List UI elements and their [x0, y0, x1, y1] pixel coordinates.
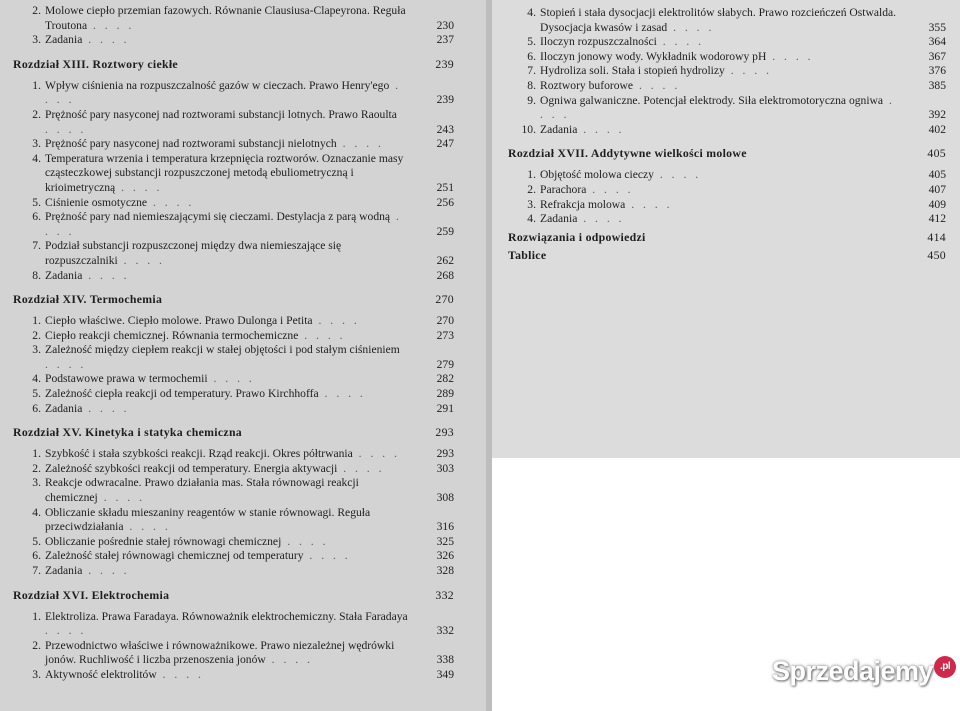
- toc-entry-title: Zadania: [45, 564, 83, 577]
- toc-leader-dots: . . . .: [577, 122, 625, 136]
- toc-chapter-title: Tablice: [508, 247, 547, 262]
- toc-entry-number: 7.: [527, 64, 536, 78]
- toc-leader-dots: . . . .: [82, 33, 130, 47]
- toc-leader-dots: . . . .: [45, 624, 87, 638]
- toc-entry-title: Obliczanie składu mieszaniny reagentów w stanie równowagi. Reguła przeciwdziałania: [45, 505, 371, 534]
- toc-page-number: 338: [436, 653, 454, 667]
- toc-page-number: 407: [928, 182, 946, 196]
- toc-page-number: 243: [436, 122, 454, 136]
- toc-page-number: 392: [928, 108, 946, 122]
- toc-page-number: 291: [436, 401, 454, 415]
- toc-leader-dots: . . . .: [667, 20, 715, 34]
- toc-leader-dots: . . . .: [123, 520, 171, 534]
- toc-page-number: 367: [928, 49, 946, 63]
- toc-page-number: 293: [436, 447, 454, 461]
- toc-page-number: 364: [928, 35, 946, 49]
- toc-entry-number: 3.: [32, 476, 41, 490]
- toc-leader-dots: . . . .: [281, 534, 329, 548]
- toc-leader-dots: . . . .: [586, 182, 634, 196]
- toc-entry-number: 6.: [32, 210, 41, 224]
- toc-entry: [13, 152, 454, 196]
- toc-page-number: 405: [928, 168, 946, 182]
- toc-entry-title: Zadania: [45, 33, 83, 47]
- toc-entry-title: Reakcje odwracalne. Prawo działania mas. Stała równowagi reakcji chemicznej: [45, 476, 359, 505]
- watermark-logo: [772, 656, 956, 687]
- toc-chapter-title: Rozdział XIII. Roztwory ciekłe: [13, 56, 178, 71]
- toc-entry-number: 3.: [32, 343, 41, 357]
- toc-page-number: 256: [436, 195, 454, 209]
- toc-page-number: 414: [927, 229, 946, 244]
- toc-chapter-title: Rozdział XIV. Termochemia: [13, 292, 163, 307]
- toc-entry: [508, 198, 946, 213]
- toc-entry-number: 2.: [32, 4, 41, 17]
- toc-entry: [508, 168, 946, 183]
- toc-page-number: 326: [436, 549, 454, 563]
- toc-page-number: 405: [927, 146, 946, 161]
- toc-chapter-title: Rozwiązania i odpowiedzi: [508, 229, 646, 244]
- toc-leader-dots: . . . .: [82, 564, 130, 577]
- toc-page-number: 268: [436, 268, 454, 282]
- toc-entry-title: Podstawowe prawa w termochemii: [45, 372, 208, 386]
- toc-page-number: 239: [435, 56, 454, 71]
- toc-entry-title: Ogniwa galwaniczne. Potencjał elektrody. Siła elektromotoryczna ogniwa: [540, 93, 884, 107]
- toc-entry-number: 1.: [527, 168, 536, 182]
- toc-chapter-heading: [508, 248, 946, 263]
- toc-entry: [13, 33, 454, 48]
- toc-entry-number: 2.: [32, 107, 41, 121]
- toc-entry-title: Aktywność elektrolitów: [45, 667, 157, 681]
- toc-page-number: 251: [436, 180, 454, 194]
- toc-chapter-heading: [13, 57, 454, 72]
- toc-entry-title: Prężność pary nad niemieszającymi się cieczami. Destylacja z parą wodną: [45, 210, 391, 224]
- toc-entry-number: 7.: [32, 564, 41, 577]
- toc-entry: [13, 269, 454, 284]
- watermark-badge: .pl: [934, 656, 956, 678]
- toc-page-number: 239: [436, 93, 454, 107]
- toc-entry-number: 5.: [32, 195, 41, 209]
- toc-entry-title: Ciśnienie osmotyczne: [45, 195, 148, 209]
- toc-entry-number: 8.: [527, 78, 536, 92]
- toc-entry: [508, 6, 946, 35]
- toc-entry-title: Hydroliza soli. Stała i stopień hydrolizy: [540, 64, 725, 78]
- toc-entry: [13, 610, 454, 639]
- toc-page-number: 355: [928, 20, 946, 34]
- toc-entry-number: 5.: [32, 387, 41, 401]
- toc-page-number: 247: [436, 137, 454, 151]
- toc-entry: [13, 4, 454, 33]
- toc-entry: [13, 535, 454, 550]
- toc-page-number: 328: [436, 564, 454, 577]
- toc-leader-dots: . . . .: [766, 49, 814, 63]
- toc-leader-dots: . . . .: [207, 372, 255, 386]
- toc-page-number: 349: [436, 667, 454, 681]
- toc-page-number: 237: [436, 33, 454, 47]
- toc-chapter-heading: [13, 425, 454, 440]
- toc-entry-number: 3.: [32, 33, 41, 47]
- toc-entry-title: Zależność stałej równowagi chemicznej od temperatury: [45, 549, 304, 563]
- toc-page-number: 332: [435, 587, 454, 602]
- toc-leader-dots: . . . .: [337, 461, 385, 475]
- toc-entry-number: 1.: [32, 314, 41, 328]
- toc-entry-number: 7.: [32, 239, 41, 253]
- toc-entry-title: Objętość molowa cieczy: [540, 168, 654, 182]
- toc-leader-dots: . . . .: [45, 357, 87, 371]
- toc-page-number: 376: [928, 64, 946, 78]
- toc-page-number: 282: [436, 372, 454, 386]
- toc-chapter-heading: [13, 588, 454, 603]
- toc-chapter-title: Rozdział XV. Kinetyka i statyka chemiczna: [13, 425, 243, 440]
- toc-page-number: 303: [436, 461, 454, 475]
- toc-entry: [508, 183, 946, 198]
- toc-entry: [13, 564, 454, 579]
- toc-entry-number: 4.: [527, 6, 536, 19]
- toc-entry-title: Zadania: [45, 401, 83, 415]
- toc-entry-number: 6.: [527, 49, 536, 63]
- toc-entry-number: 9.: [527, 93, 536, 107]
- toc-page-number: 273: [436, 328, 454, 342]
- toc-entry: [13, 343, 454, 372]
- toc-entry-title: Zadania: [540, 122, 578, 136]
- toc-entry-title: Elektroliza. Prawa Faradaya. Równoważnik elektrochemiczny. Stała Faradaya: [45, 609, 408, 623]
- toc-entry-number: 3.: [527, 197, 536, 211]
- toc-chapter-title: Rozdział XVII. Addytywne wielkości molowe: [508, 146, 747, 161]
- toc-entry: [508, 50, 946, 65]
- toc-entry: [508, 94, 946, 123]
- toc-entry-number: 10.: [521, 122, 536, 136]
- toc-leader-dots: . . . .: [656, 35, 705, 49]
- toc-entry-title: Prężność pary nasyconej nad roztworami substancji nielotnych: [45, 137, 337, 151]
- toc-leader-dots: . . . .: [156, 667, 204, 681]
- toc-entry-title: Refrakcja molowa: [540, 197, 626, 211]
- toc-leader-dots: . . . .: [318, 387, 366, 401]
- toc-page-number: 259: [436, 224, 454, 238]
- toc-entry: [508, 212, 946, 227]
- toc-entry-title: Zależność między ciepłem reakcji w stałej objętości i pod stałym ciśnieniem: [45, 343, 400, 357]
- toc-entry: [508, 35, 946, 50]
- toc-entry: [13, 387, 454, 402]
- toc-entry-title: Roztwory buforowe: [540, 78, 634, 92]
- toc-entry-number: 3.: [32, 137, 41, 151]
- toc-leader-dots: . . . .: [117, 253, 165, 267]
- toc-entry-number: 4.: [32, 505, 41, 519]
- toc-entry-title: Wpływ ciśnienia na rozpuszczalność gazów w cieczach. Prawo Henry'ego: [45, 78, 390, 92]
- toc-leader-dots: . . . .: [82, 401, 130, 415]
- toc-entry-title: Obliczanie pośrednie stałej równowagi chemicznej: [45, 534, 282, 548]
- toc-entry-number: 8.: [32, 268, 41, 282]
- toc-leader-dots: . . . .: [45, 210, 402, 238]
- toc-entry-number: 4.: [527, 212, 536, 226]
- toc-entry-number: 4.: [32, 372, 41, 386]
- toc-chapter-heading: [508, 146, 946, 161]
- toc-entry-number: 6.: [32, 549, 41, 563]
- toc-leader-dots: . . . .: [724, 64, 773, 78]
- toc-page-number: 450: [927, 247, 946, 262]
- toc-entry-title: Zadania: [45, 268, 83, 282]
- toc-leader-dots: . . . .: [336, 137, 384, 151]
- toc-entry-title: Szybkość i stała szybkości reakcji. Rząd reakcji. Okres półtrwania: [45, 447, 353, 461]
- toc-entry-number: 2.: [527, 182, 536, 196]
- toc-page-number: 289: [436, 387, 454, 401]
- toc-leader-dots: . . . .: [625, 197, 673, 211]
- toc-entry: [13, 372, 454, 387]
- toc-entry-number: 5.: [32, 534, 41, 548]
- toc-leader-dots: . . . .: [577, 212, 625, 226]
- toc-leader-dots: . . . .: [87, 18, 135, 32]
- toc-entry: [13, 329, 454, 344]
- toc-page-number: 412: [928, 212, 946, 226]
- toc-leader-dots: . . . .: [147, 195, 195, 209]
- toc-entry: [13, 79, 454, 108]
- toc-page-number: 308: [436, 491, 454, 505]
- toc-page-number: 325: [436, 534, 454, 548]
- toc-entry: [13, 639, 454, 668]
- toc-entry: [13, 239, 454, 268]
- toc-page-number: 270: [435, 292, 454, 307]
- toc-entry-number: 1.: [32, 78, 41, 92]
- toc-entry-number: 6.: [32, 401, 41, 415]
- toc-entry: [13, 506, 454, 535]
- toc-leader-dots: . . . .: [97, 491, 145, 505]
- toc-page-number: 279: [436, 357, 454, 371]
- toc-entry-title: Przewodnictwo właściwe i równoważnikowe. Prawo niezależnej wędrówki jonów. Ruchliwość i liczba przenoszenia jonów: [45, 638, 395, 667]
- toc-page-number: 230: [436, 18, 454, 32]
- toc-leader-dots: . . . .: [298, 328, 346, 342]
- toc-entry: [13, 447, 454, 462]
- toc-entry: [508, 123, 946, 138]
- toc-entry-number: 3.: [32, 667, 41, 681]
- toc-entry: [13, 196, 454, 211]
- toc-page-number: 402: [928, 122, 946, 136]
- toc-leader-dots: . . . .: [115, 180, 163, 194]
- toc-entry: [13, 108, 454, 137]
- toc-leader-dots: . . . .: [82, 268, 130, 282]
- toc-entry-title: Zależność ciepła reakcji od temperatury. Prawo Kirchhoffa: [45, 387, 319, 401]
- toc-entry-number: 1.: [32, 447, 41, 461]
- toc-entry-title: Stopień i stała dysocjacji elektrolitów słabych. Prawo rozcieńczeń Ostwalda. Dysocjacja kwasów i zasad: [540, 6, 897, 34]
- toc-entry-number: 4.: [32, 151, 41, 165]
- toc-entry: [13, 668, 454, 683]
- toc-leader-dots: . . . .: [653, 168, 702, 182]
- toc-entry-title: Iloczyn rozpuszczalności: [540, 35, 657, 49]
- toc-entry-title: Ciepło właściwe. Ciepło molowe. Prawo Dulonga i Petita: [45, 314, 313, 328]
- toc-entry-title: Prężność pary nasyconej nad roztworami substancji lotnych. Prawo Raoulta: [45, 107, 397, 121]
- toc-entry: [13, 476, 454, 505]
- toc-entry-title: Molowe ciepło przemian fazowych. Równanie Clausiusa-Clapeyrona. Reguła Troutona: [45, 4, 406, 32]
- toc-entry: [508, 64, 946, 79]
- toc-leader-dots: . . . .: [45, 78, 402, 107]
- toc-entry-title: Iloczyn jonowy wody. Wykładnik wodorowy pH: [540, 49, 767, 63]
- toc-leader-dots: . . . .: [265, 653, 313, 667]
- toc-entry-number: 2.: [32, 638, 41, 652]
- toc-entry-title: Temperatura wrzenia i temperatura krzepnięcia roztworów. Oznaczanie masy cząsteczkowej substancji rozpuszczonej metodą ebuliometryczną i krioimetryczną: [45, 151, 404, 194]
- toc-entry-number: 2.: [32, 461, 41, 475]
- toc-entry-title: Zadania: [540, 212, 578, 226]
- toc-entry: [13, 314, 454, 329]
- toc-entry-number: 1.: [32, 609, 41, 623]
- toc-page-number: 293: [435, 425, 454, 440]
- toc-entry: [13, 402, 454, 417]
- toc-page-number: 316: [436, 520, 454, 534]
- toc-page-number: 409: [928, 197, 946, 211]
- toc-page-right: [492, 0, 960, 458]
- toc-entry-title: Parachora: [540, 182, 587, 196]
- toc-entry: [13, 549, 454, 564]
- toc-entry: [508, 79, 946, 94]
- toc-entry: [13, 210, 454, 239]
- toc-entry-title: Podział substancji rozpuszczonej między dwa niemieszające się rozpuszczalniki: [45, 239, 342, 267]
- toc-leader-dots: . . . .: [303, 549, 351, 563]
- toc-chapter-heading: [508, 230, 946, 245]
- toc-entry-title: Zależność szybkości reakcji od temperatury. Energia aktywacji: [45, 461, 338, 475]
- watermark-text: Sprzedajemy: [772, 656, 934, 686]
- toc-entry-title: Ciepło reakcji chemicznej. Równania termochemiczne: [45, 328, 299, 342]
- toc-page-number: 385: [928, 78, 946, 92]
- toc-page-number: 332: [436, 624, 454, 638]
- toc-page-number: 270: [436, 314, 454, 328]
- toc-entry: [13, 137, 454, 152]
- toc-chapter-title: Rozdział XVI. Elektrochemia: [13, 587, 170, 602]
- toc-leader-dots: . . . .: [312, 314, 360, 328]
- toc-chapter-heading: [13, 292, 454, 307]
- toc-leader-dots: . . . .: [45, 122, 87, 136]
- toc-entry-number: 2.: [32, 328, 41, 342]
- toc-entry-number: 5.: [527, 35, 536, 49]
- toc-leader-dots: . . . .: [540, 93, 895, 122]
- toc-leader-dots: . . . .: [633, 78, 681, 92]
- toc-leader-dots: . . . .: [352, 447, 400, 461]
- toc-entry: [13, 462, 454, 477]
- toc-page-number: 262: [436, 253, 454, 267]
